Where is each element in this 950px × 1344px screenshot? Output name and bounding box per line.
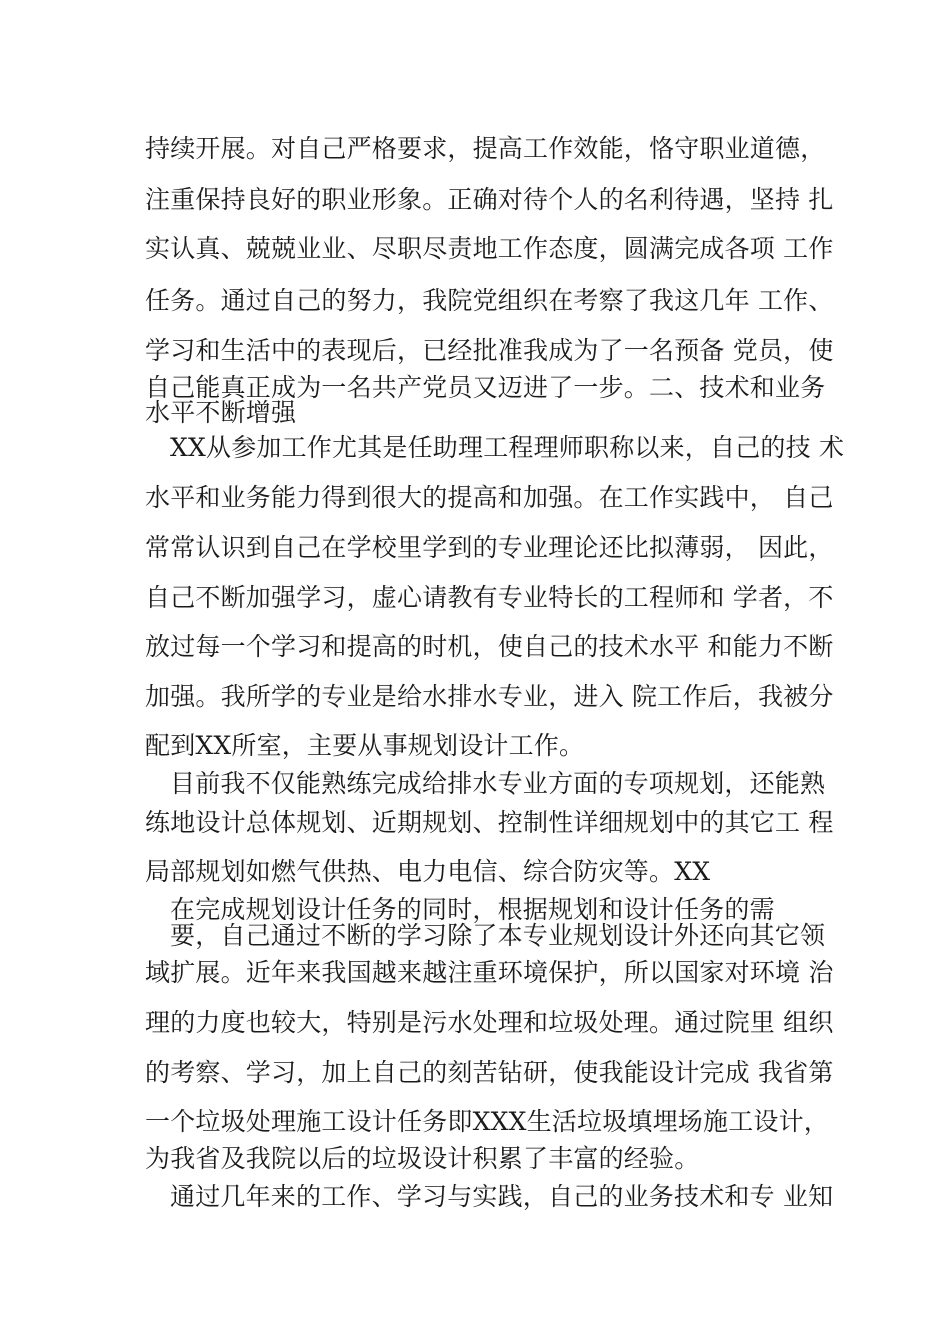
text-line: 练地设计总体规划、近期规划、控制性详细规划中的其它工 程 xyxy=(145,808,834,837)
section-heading: 水平不断增强 xyxy=(145,398,297,427)
text-line: 局部规划如燃气供热、电力电信、综合防灾等。XX xyxy=(145,857,711,886)
text-line: 的考察、学习，加上自己的刻苦钻研，使我能设计完成 我省第 xyxy=(145,1058,834,1087)
text-line: 任务。通过自己的努力，我院党组织在考察了我这几年 工作、 xyxy=(145,286,834,315)
text-line: 实认真、兢兢业业、尽职尽责地工作态度，圆满完成各项 工作 xyxy=(145,234,834,263)
text-line: XX从参加工作尤其是任助理工程理师职称以来，自己的技 术 xyxy=(170,433,845,462)
text-line: 放过每一个学习和提高的时机，使自己的技术水平 和能力不断 xyxy=(145,632,834,661)
text-line: 为我省及我院以后的垃圾设计积累了丰富的经验。 xyxy=(145,1144,700,1173)
text-line: 学习和生活中的表现后，已经批准我成为了一名预备 党员，使 xyxy=(145,336,834,365)
text-line: 目前我不仅能熟练完成给排水专业方面的专项规划，还能熟 xyxy=(170,769,826,798)
text-line: 要，自己通过不断的学习除了本专业规划设计外还向其它领 xyxy=(170,921,826,950)
text-line: 常常认识到自己在学校里学到的专业理论还比拟薄弱， 因此， xyxy=(145,533,834,562)
text-line: 一个垃圾处理施工设计任务即XXX生活垃圾填埋场施工设计， xyxy=(145,1107,829,1136)
text-line: 在完成规划设计任务的同时，根据规划和设计任务的需 xyxy=(170,895,775,924)
text-line: 持续开展。对自己严格要求，提高工作效能，恪守职业道德， xyxy=(145,134,826,163)
text-line: 自己不断加强学习，虚心请教有专业特长的工程师和 学者，不 xyxy=(145,583,834,612)
text-line: 配到XX所室，主要从事规划设计工作。 xyxy=(145,731,585,760)
text-line: 通过几年来的工作、学习与实践，自己的业务技术和专 业知 xyxy=(170,1182,834,1211)
text-line: 域扩展。近年来我国越来越注重环境保护，所以国家对环境 治 xyxy=(145,958,834,987)
text-line: 加强。我所学的专业是给水排水专业，进入 院工作后，我被分 xyxy=(145,682,834,711)
text-line: 注重保持良好的职业形象。正确对待个人的名利待遇，坚持 扎 xyxy=(145,185,834,214)
text-line: 水平和业务能力得到很大的提高和加强。在工作实践中， 自己 xyxy=(145,483,834,512)
text-line: 自己能真正成为一名共产党员又迈进了一步。二、技术和业务 xyxy=(145,373,826,402)
text-line: 理的力度也较大，特别是污水处理和垃圾处理。通过院里 组织 xyxy=(145,1008,834,1037)
